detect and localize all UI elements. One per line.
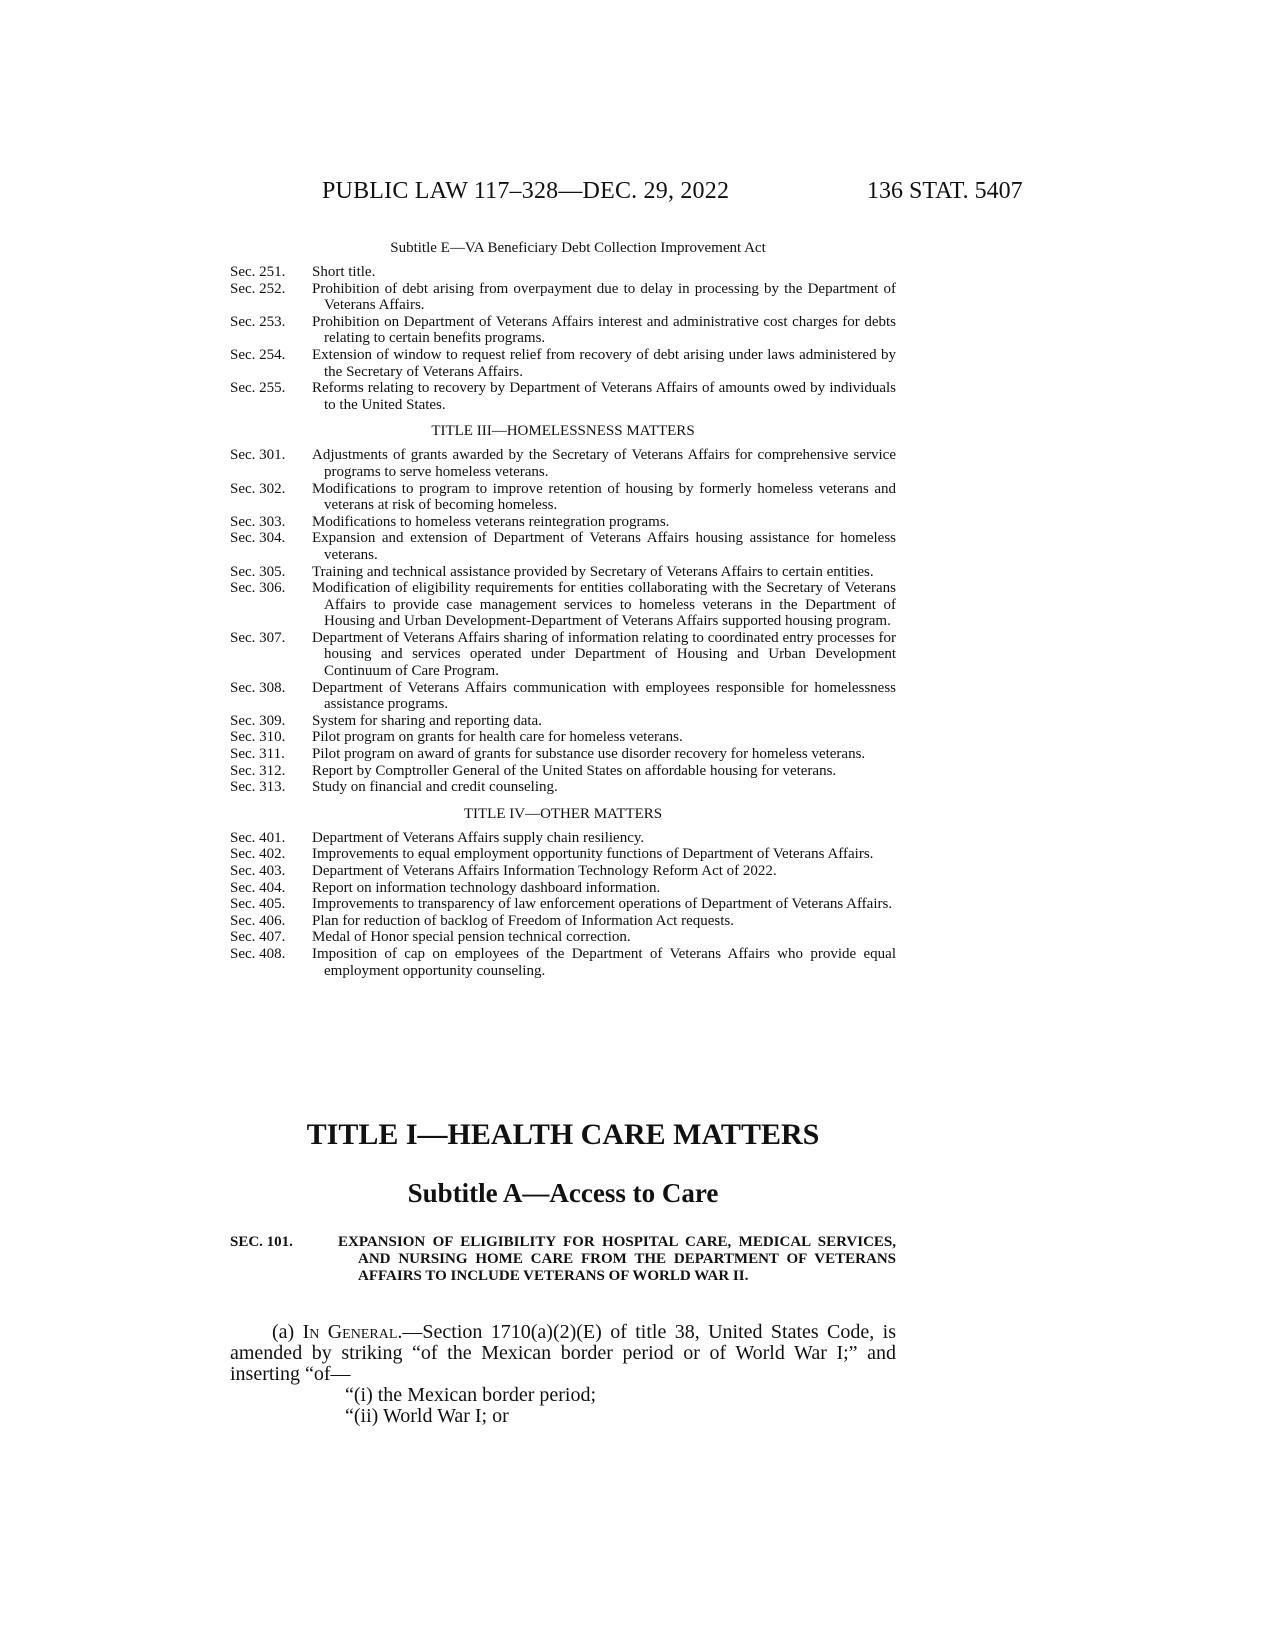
toc-entry-title: Pilot program on grants for health care for homeless veterans. — [312, 729, 683, 746]
toc-entry — [230, 880, 896, 897]
toc-entry-number: Sec. 306. — [230, 580, 286, 597]
toc-entry-number: Sec. 402. — [230, 846, 286, 863]
toc-entry — [230, 913, 896, 930]
title-i-heading: TITLE I—HEALTH CARE MATTERS — [306, 1118, 820, 1151]
toc-entry-title: Prohibition on Department of Veterans Affairs interest and administrative cost charges for debts relating to certain benefits programs. — [312, 313, 896, 347]
toc-entry-title: Modifications to program to improve retention of housing by formerly homeless veterans and veterans at risk of becoming homeless. — [312, 480, 896, 514]
toc-entry-number: Sec. 303. — [230, 513, 286, 530]
toc-entry-title: Pilot program on award of grants for substance use disorder recovery for homeless veterans. — [312, 746, 866, 763]
toc-entry — [230, 929, 896, 946]
toc-entry-title: Imposition of cap on employees of the Department of Veterans Affairs who provide equal employment opportunity counseling. — [312, 945, 896, 979]
section-101-heading — [230, 1234, 896, 1285]
toc-entry-title: Prohibition of debt arising from overpayment due to delay in processing by the Department of Veterans Affairs. — [312, 280, 896, 314]
toc-entry-title: Department of Veterans Affairs supply chain resiliency. — [312, 829, 645, 846]
toc-entry-title: Report on information technology dashboard information. — [312, 879, 661, 896]
stat-page-number: 136 STAT. 5407 — [867, 178, 1023, 204]
toc-entry-title: Department of Veterans Affairs sharing of information relating to coordinated entry processes for housing and services operated under Department of Housing and Urban Development Continuum of Care Program. — [312, 629, 896, 680]
toc-entry-title: Report by Comptroller General of the United States on affordable housing for veterans. — [312, 762, 837, 779]
toc-entry-title: Department of Veterans Affairs Information Technology Reform Act of 2022. — [312, 863, 777, 879]
page-header — [0, 178, 1275, 218]
paragraph-a — [230, 1322, 896, 1385]
toc-entry — [230, 763, 896, 780]
toc-entry — [230, 530, 896, 563]
clause-ii: “(ii) World War I; or — [345, 1405, 509, 1427]
toc-gap — [230, 796, 896, 804]
toc-entry-title: Adjustments of grants awarded by the Secretary of Veterans Affairs for comprehensive service programs to serve homeless veterans. — [312, 447, 896, 480]
toc-entry-number: Sec. 401. — [230, 829, 286, 846]
clause-i: “(i) the Mexican border period; — [345, 1384, 597, 1406]
toc-entry — [230, 729, 896, 746]
toc-entry — [230, 514, 896, 531]
toc-gap — [230, 413, 896, 421]
toc-entry-number: Sec. 312. — [230, 762, 286, 779]
toc-entry-number: Sec. 254. — [230, 346, 286, 363]
toc-entry — [230, 281, 896, 314]
paragraph-a-caption: In General — [302, 1321, 398, 1343]
running-title: PUBLIC LAW 117–328—DEC. 29, 2022 — [322, 178, 730, 204]
section-101-body — [230, 1322, 896, 1427]
toc-entry — [230, 863, 896, 880]
toc-entry — [230, 746, 896, 763]
toc-entry-number: Sec. 307. — [230, 629, 286, 646]
toc-entry-title: Department of Veterans Affairs communication with employees responsible for homelessness assistance programs. — [312, 679, 896, 713]
toc-entry — [230, 580, 896, 630]
toc-entry-number: Sec. 305. — [230, 563, 286, 580]
toc-entry-number: Sec. 255. — [230, 380, 286, 397]
section-title: EXPANSION OF ELIGIBILITY FOR HOSPITAL CARE, MEDICAL SERVICES, AND NURSING HOME CARE FROM THE DEPARTMENT OF VETERANS AFFAIRS TO INCLUDE VETERANS OF WORLD WAR II. — [338, 1234, 896, 1284]
toc-title-iv-list — [230, 830, 896, 979]
toc-entry-title: Short title. — [312, 264, 376, 280]
toc-entry-number: Sec. 408. — [230, 945, 286, 962]
toc-entry-number: Sec. 309. — [230, 712, 286, 729]
toc-entry — [230, 564, 896, 581]
toc-entry — [230, 830, 896, 847]
toc-entry-title: Modification of eligibility requirements for entities collaborating with the Secretary of Veterans Affairs to provide case management services to homeless veterans in the Department of Housing and Urban Development-Department of Veterans Affairs supported housing program. — [312, 580, 896, 630]
table-of-contents — [230, 238, 896, 979]
toc-entry — [230, 680, 896, 713]
toc-title-iii-list — [230, 447, 896, 795]
toc-entry-number: Sec. 313. — [230, 779, 286, 796]
toc-entry-number: Sec. 253. — [230, 313, 286, 330]
toc-entry — [230, 896, 896, 913]
toc-entry-number: Sec. 302. — [230, 480, 286, 497]
toc-entry-title: System for sharing and reporting data. — [312, 712, 542, 729]
section-label: SEC. 101. — [230, 1234, 293, 1250]
toc-entry-title: Reforms relating to recovery by Department of Veterans Affairs of amounts owed by individuals to the United States. — [312, 380, 896, 413]
toc-entry — [230, 779, 896, 796]
toc-entry-title: Plan for reduction of backlog of Freedom of Information Act requests. — [312, 912, 734, 929]
toc-entry-title: Improvements to transparency of law enforcement operations of Department of Veterans Affairs. — [312, 896, 893, 913]
toc-entry — [230, 946, 896, 979]
toc-entry-number: Sec. 407. — [230, 929, 286, 946]
toc-entry-number: Sec. 311. — [230, 746, 285, 763]
toc-entry — [230, 846, 896, 863]
toc-entry-title: Study on financial and credit counseling. — [312, 779, 558, 796]
paragraph-a-prefix: (a) — [272, 1321, 303, 1343]
toc-entry-title: Medal of Honor special pension technical correction. — [312, 929, 631, 946]
toc-entry-title: Training and technical assistance provided by Secretary of Veterans Affairs to certain entities. — [312, 563, 874, 580]
toc-entry-number: Sec. 304. — [230, 530, 286, 547]
subtitle-a-heading: Subtitle A—Access to Care — [407, 1178, 719, 1208]
toc-title-iv-heading: TITLE IV—OTHER MATTERS — [463, 805, 663, 822]
paragraph-a-text: .—Section 1710(a)(2)(E) of title 38, United States Code, is amended by striking “of the Mexican border period or of World War I;” and inserting “of— — [230, 1321, 896, 1385]
toc-subtitle-e-heading: Subtitle E—VA Beneficiary Debt Collection Improvement Act — [390, 240, 766, 256]
toc-entry — [230, 314, 896, 347]
toc-subtitle-e-list — [230, 264, 896, 413]
toc-entry — [230, 264, 896, 281]
toc-entry-number: Sec. 403. — [230, 863, 286, 879]
toc-entry — [230, 347, 896, 380]
toc-entry-title: Improvements to equal employment opportunity functions of Department of Veterans Affairs. — [312, 846, 874, 863]
toc-entry — [230, 630, 896, 680]
toc-entry — [230, 380, 896, 413]
toc-entry-number: Sec. 310. — [230, 729, 286, 746]
toc-entry — [230, 447, 896, 480]
toc-entry-title: Modifications to homeless veterans reintegration programs. — [312, 513, 670, 530]
toc-entry-number: Sec. 406. — [230, 912, 286, 929]
toc-entry-number: Sec. 405. — [230, 896, 286, 913]
toc-title-iii-heading: TITLE III—HOMELESSNESS MATTERS — [431, 423, 695, 440]
toc-entry-number: Sec. 252. — [230, 280, 286, 297]
toc-entry-number: Sec. 301. — [230, 447, 286, 464]
toc-entry-number: Sec. 404. — [230, 879, 286, 896]
toc-entry-number: Sec. 308. — [230, 679, 286, 696]
toc-entry — [230, 481, 896, 514]
toc-entry-title: Extension of window to request relief from recovery of debt arising under laws administered by the Secretary of Veterans Affairs. — [312, 346, 896, 380]
toc-entry — [230, 713, 896, 730]
toc-entry-title: Expansion and extension of Department of Veterans Affairs housing assistance for homeless veterans. — [312, 530, 896, 563]
toc-entry-number: Sec. 251. — [230, 264, 286, 280]
